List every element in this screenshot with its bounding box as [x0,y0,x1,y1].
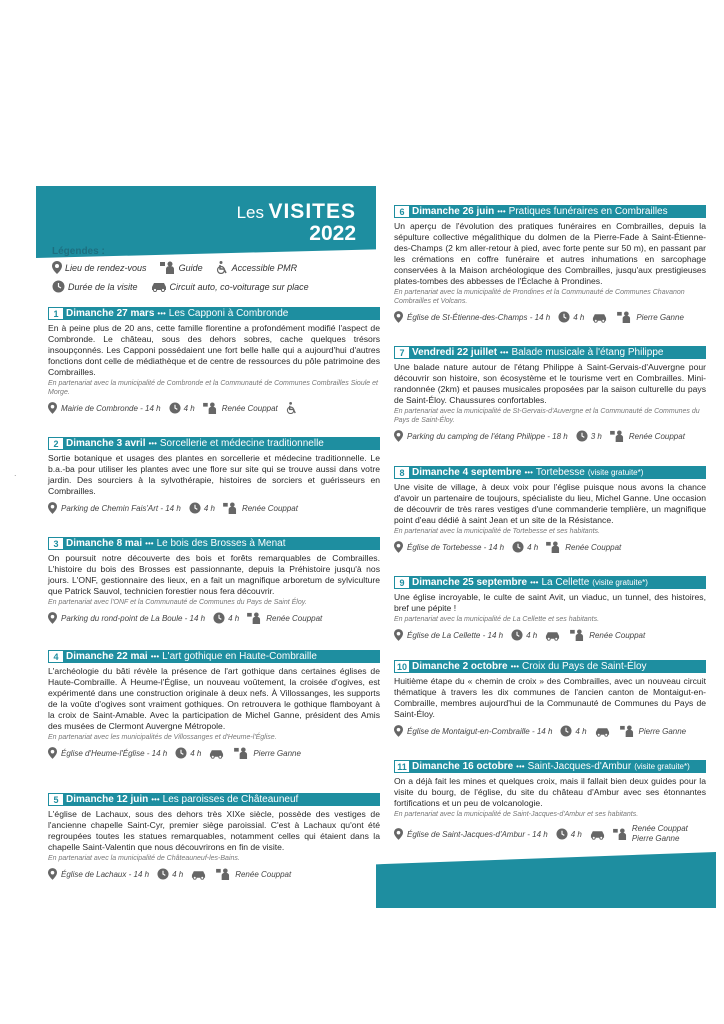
visit-free-note: (visite gratuite*) [634,762,690,771]
visit-description: Un aperçu de l'évolution des pratiques funéraires en Combrailles, depuis la sépulture collective mégalithique du dolmen de la Pierre-Fade à Saint-Étienne-des-Champs (2 km aller-retour à pied, avec forte pente sur 50 m), en passant par les crémations en coffre funéraire et autres inhumations en sarcophage conservées à la Maison archéologique des Combrailles, jusqu'aux prestigieuses plates-tombes des abbesses de l'Éclache à Prondines. [394,221,706,286]
guide-icon [203,402,218,414]
car-icon [545,630,560,641]
visit-card-9 [394,576,706,641]
visit-guide-2: Pierre Ganne [631,834,680,843]
visit-free-note: (visite gratuite*) [592,578,648,587]
visit-description: On poursuit notre découverte des bois et forêts remarquables de Combrailles. L'histoire du bois des Brosses est passionnante, depuis la Préhistoire jusqu'à nos jours. L'ONF, gestionnaire des lieux, en a fait un magnifique arboretum de sylviculture que Patrick Sauvol, technicien forestier nous fera découvrir. [48,553,380,596]
wheelchair-icon [216,261,229,274]
visit-place: Église de St-Étienne-des-Champs - 14 h [407,312,551,322]
visit-topic: Sorcellerie et médecine traditionnelle [159,438,324,449]
visit-meta [394,629,706,641]
visit-description: Huitième étape du « chemin de croix » des Combrailles, avec un nouveau circuit thématique à travers les dix communes de l'ancien canton de Montaigut-en-Combraille, membres aujourd'hui de la Communauté de Communes du Pays de Saint-Éloy. [394,676,706,719]
visit-partner: En partenariat avec la municipalité de Saint-Jacques-d'Ambur et ses habitants. [394,811,639,818]
visit-meta [48,402,380,414]
visit-description: Une visite de village, à deux voix pour l'église puisque nous avons la chance d'avoir un partenaire de toujours, spécialiste du lieu, Michel Ganne. Une occasion de découvrir de très rares vestiges d'une commanderie templière, un magnifique point d'eau dédié à saint Jean et un site de la Résistance. [394,482,706,525]
visit-guide: Renée Couppat [266,613,323,623]
guide-icon [234,747,249,759]
title-les: Les [236,203,265,222]
legend-meeting: Lieu de rendez-vous [65,262,147,273]
car-icon [590,829,605,840]
visit-topic: Le bois des Brosses à Menat [156,538,286,549]
visit-duration: 4 h [526,630,538,640]
visit-dots: ••• [157,309,166,318]
visit-guide: Pierre Ganne [253,748,301,758]
guide-icon [617,311,632,323]
visit-header [48,437,380,450]
map-pin-icon [394,725,403,737]
map-pin-icon [48,502,57,514]
clock-icon [576,430,588,442]
guide-icon [570,629,585,641]
visit-meta [48,747,380,759]
visit-place: Église de Saint-Jacques-d'Ambur - 14 h [407,829,548,839]
visit-description: On a déjà fait les mines et quelques croix, mais il fallait bien deux guides pour la visite du bourg, de l'église, du site du château d'Ambur avec ses étonnantes fortifications et un peu de volcanologie. [394,776,706,808]
map-pin-icon [48,612,57,624]
visit-card-1 [48,307,380,414]
visit-duration: 4 h [575,726,587,736]
visit-meta [394,430,706,442]
visit-header [394,576,706,589]
legend [52,246,362,299]
visit-duration: 4 h [183,403,195,413]
visit-dots: ••• [530,578,539,587]
visit-date: Dimanche 27 mars [66,308,155,319]
visit-header [394,760,706,773]
map-pin-icon [394,430,403,442]
visit-meta [394,824,706,844]
map-pin-icon [48,868,57,880]
title-visites: VISITES [268,200,356,223]
visit-partner: En partenariat avec la municipalité de Combronde et la Communauté de Communes Combrailles Sioule et Morge. [48,380,378,396]
map-pin-icon [48,747,57,759]
visit-place: Église de Tortebesse - 14 h [407,542,505,552]
visit-guide: Renée Couppat [235,869,292,879]
visit-guide: Renée Couppat [221,403,278,413]
visit-number: 4 [49,651,63,662]
visit-number: 8 [395,467,409,478]
visit-place: Parking du camping de l'étang Philippe - 18 h [407,431,568,441]
legend-car: Circuit auto, co-voiturage sur place [169,281,309,292]
map-pin-icon [394,828,403,840]
visit-dots: ••• [516,762,525,771]
visit-description: Sortie botanique et usages des plantes en sorcellerie et médecine traditionnelle. Le b.a.-ba pour utiliser les plantes avec une flore sur site qui se trouve aussi dans votre jardin. Des sourciers à la sylvothérapie, histoires de sorciers et guérisseurs en Combrailles. [48,453,380,496]
visit-duration: 4 h [573,312,585,322]
visit-date: Vendredi 22 juillet [412,347,498,358]
visit-guide: Renée Couppat [589,630,646,640]
visit-description: L'archéologie du bâti révèle la présence de l'art gothique dans certaines églises de Haute-Combraille. À Heume-l'Église, un nouveau voûtement, la croisée d'ogives, est expérimenté dans une construction originale à deux nefs. À Villossanges, les supports de la voûte d'ogives sont vraiment gothiques. On retrouvera le gothique flamboyant à la croix de Saint-Amable. Avec la participation de Michel Ganne, président des Amis des musées de Clermont Auvergne Métropole. [48,666,380,731]
visit-card-5 [48,793,380,880]
visit-description: Une balade nature autour de l'étang Philippe à Saint-Gervais-d'Auvergne pour découvrir son histoire, son écosystème et le tourisme vert en Combrailles. Mini-randonnée (2km) et pauses musicales proposées par la saison culturelle du pays de Saint-Éloy. Chaussures confortables. [394,362,706,405]
visit-guides [632,824,688,844]
visit-partner: En partenariat avec les municipalités de Villossanges et d'Heume-l'Église. [48,734,277,741]
visit-meta [48,868,380,880]
visit-description: Une église incroyable, le culte de saint Avit, un viaduc, un tunnel, des histoires, bref une pépite ! [394,592,706,613]
legend-row-1 [52,261,362,274]
wheelchair-icon [286,402,298,414]
legend-pmr: Accessible PMR [231,262,298,273]
car-icon [595,726,610,737]
legend-guide: Guide [178,262,203,273]
visit-meta [48,502,380,514]
clock-icon [558,311,570,323]
visit-topic: Tortebesse [535,467,585,478]
visit-duration: 3 h [590,431,602,441]
visit-number: 9 [395,577,409,588]
visit-partner: En partenariat avec la municipalité de St-Gervais-d'Auvergne et la Communauté de Communes du Pays de Saint-Éloy. [394,408,700,424]
visit-date: Dimanche 8 mai [66,538,143,549]
visit-description: L'église de Lachaux, sous des dehors très XIXe siècle, possède des vestiges de l'ancienne chapelle Saint-Cyr, premier siège paroissial. C'est à Lachaux qu'ont été regroupées toutes les statues remarquables, notamment celles qui étaient dans la chapelle Saint-Valentin que nous découvrirons en fin de visite. [48,809,380,852]
visit-meta [48,612,380,624]
visit-meta [394,725,706,737]
visit-dots: ••• [150,652,160,661]
visit-duration: 4 h [190,748,202,758]
map-pin-icon [394,541,403,553]
visit-place: Église d'Heume-l'Église - 14 h [61,748,168,758]
visit-dots: ••• [524,468,533,477]
visit-date: Dimanche 2 octobre [412,661,508,672]
visit-header [48,537,380,550]
visit-number: 11 [395,761,409,772]
visit-dots: ••• [151,795,160,804]
visit-date: Dimanche 22 mai [66,651,148,662]
clock-icon [556,828,568,840]
visit-number: 5 [49,794,63,805]
visit-number: 7 [395,347,409,358]
visit-place: Parking de Chemin Fais'Art - 14 h [61,503,181,513]
guide-icon [160,261,176,274]
legend-title: Légendes : [52,246,105,257]
legend-row-2 [52,280,362,293]
map-pin-icon [52,261,62,274]
visit-dots: ••• [497,207,506,216]
visit-duration: 4 h [570,829,582,839]
visit-guide: Pierre Ganne [636,312,684,322]
visit-topic: Les paroisses de Châteauneuf [162,794,299,805]
visit-card-3 [48,537,380,624]
title-year: 2022 [309,222,356,245]
map-pin-icon [48,402,57,414]
visit-place: Église de Lachaux - 14 h [61,869,150,879]
visit-place: Église de Montaigut-en-Combraille - 14 h [407,726,553,736]
visit-guide: Pierre Ganne [638,726,687,736]
visit-number: 2 [49,438,63,449]
visit-duration: 4 h [203,503,215,513]
visit-topic: Balade musicale à l'étang Philippe [511,347,664,358]
clock-icon [189,502,201,514]
legend-duration: Durée de la visite [68,281,138,292]
guide-icon [546,541,561,553]
visit-partner: En partenariat avec la municipalité de Prondines et la Communauté de Communes Chavanon Combrailles et Volcans. [394,289,685,305]
map-pin-icon [394,629,403,641]
visit-card-8 [394,466,706,553]
guide-icon [613,828,628,840]
visit-description: En à peine plus de 20 ans, cette famille florentine a profondément modifié l'aspect de Combronde. Le château, sous des dehors sobres, cache quelques trésors insoupçonnés. Les Capponi possédaient une fort belle halle qui a aujourd'hui d'autres fonctions dont celle de médiathèque et de centre de ressources du pôle patrimoine des Combrailles. [48,323,380,377]
visit-header [394,205,706,218]
visit-partner: En partenariat avec la municipalité de Châteauneuf-les-Bains. [48,855,240,862]
visit-header [48,650,380,663]
visit-card-10 [394,660,706,737]
visit-number: 3 [49,538,63,549]
visit-guide: Renée Couppat [631,824,688,833]
visit-meta [394,541,706,553]
visit-partner: En partenariat avec l'ONF et la Communauté de Communes du Pays de Saint Éloy. [48,599,307,606]
visit-date: Dimanche 25 septembre [412,577,528,588]
visit-card-4 [48,650,380,759]
visit-partner: En partenariat avec la municipalité de La Cellette et ses habitants. [394,616,600,623]
visit-partner: En partenariat avec la municipalité de Tortebesse et ses habitants. [394,528,600,535]
visit-dots: ••• [148,439,157,448]
visit-card-11 [394,760,706,844]
visit-duration: 4 h [228,613,240,623]
clock-icon [175,747,187,759]
visit-header [394,660,706,673]
visit-date: Dimanche 16 octobre [412,761,514,772]
car-icon [191,869,206,880]
clock-icon [52,280,65,293]
clock-icon [512,541,524,553]
visit-meta [394,311,706,323]
visit-guide: Renée Couppat [241,503,298,513]
visit-topic: Croix du Pays de Saint-Éloy [522,661,647,672]
clock-icon [157,868,169,880]
guide-icon [223,502,238,514]
visit-duration: 4 h [172,869,184,879]
visit-number: 1 [49,308,63,319]
map-pin-icon [394,311,403,323]
visit-dots: ••• [145,539,154,548]
visit-number: 10 [396,661,407,672]
guide-icon [610,430,625,442]
clock-icon [169,402,181,414]
visit-place: Parking du rond-point de La Boule - 14 h [61,613,206,623]
car-icon [151,281,167,292]
visit-header [394,346,706,359]
guide-icon [216,868,231,880]
visit-place: Église de La Cellette - 14 h [407,630,504,640]
visit-header [394,466,706,479]
car-icon [209,748,224,759]
visit-duration: 4 h [527,542,539,552]
clock-icon [213,612,225,624]
guide-icon [247,612,262,624]
visit-guide: Renée Couppat [628,431,685,441]
visit-dots: ••• [510,662,519,671]
visit-topic: Les Capponi à Combronde [168,308,289,319]
visit-card-6 [394,205,706,323]
visit-date: Dimanche 12 juin [66,794,149,805]
visit-date: Dimanche 26 juin [412,206,495,217]
visit-date: Dimanche 3 avril [66,438,146,449]
visit-header [48,307,380,320]
clock-icon [560,725,572,737]
visit-dots: ••• [500,348,509,357]
visit-number: 6 [395,206,409,217]
visit-topic: L'art gothique en Haute-Combraille [162,651,317,662]
visit-topic: La Cellette [541,577,590,588]
guide-icon [620,725,635,737]
visit-card-7 [394,346,706,442]
visit-header [48,793,380,806]
clock-icon [511,629,523,641]
visit-guide: Renée Couppat [565,542,622,552]
visit-place: Mairie de Combronde - 14 h [61,403,161,413]
page-title [236,200,356,246]
visit-topic: Saint-Jacques-d'Ambur [527,761,632,772]
visit-date: Dimanche 4 septembre [412,467,522,478]
visit-free-note: (visite gratuite*) [587,468,644,477]
visit-topic: Pratiques funéraires en Combrailles [508,206,668,217]
car-icon [592,312,607,323]
scan-mark: . [14,468,17,478]
visit-card-2 [48,437,380,514]
